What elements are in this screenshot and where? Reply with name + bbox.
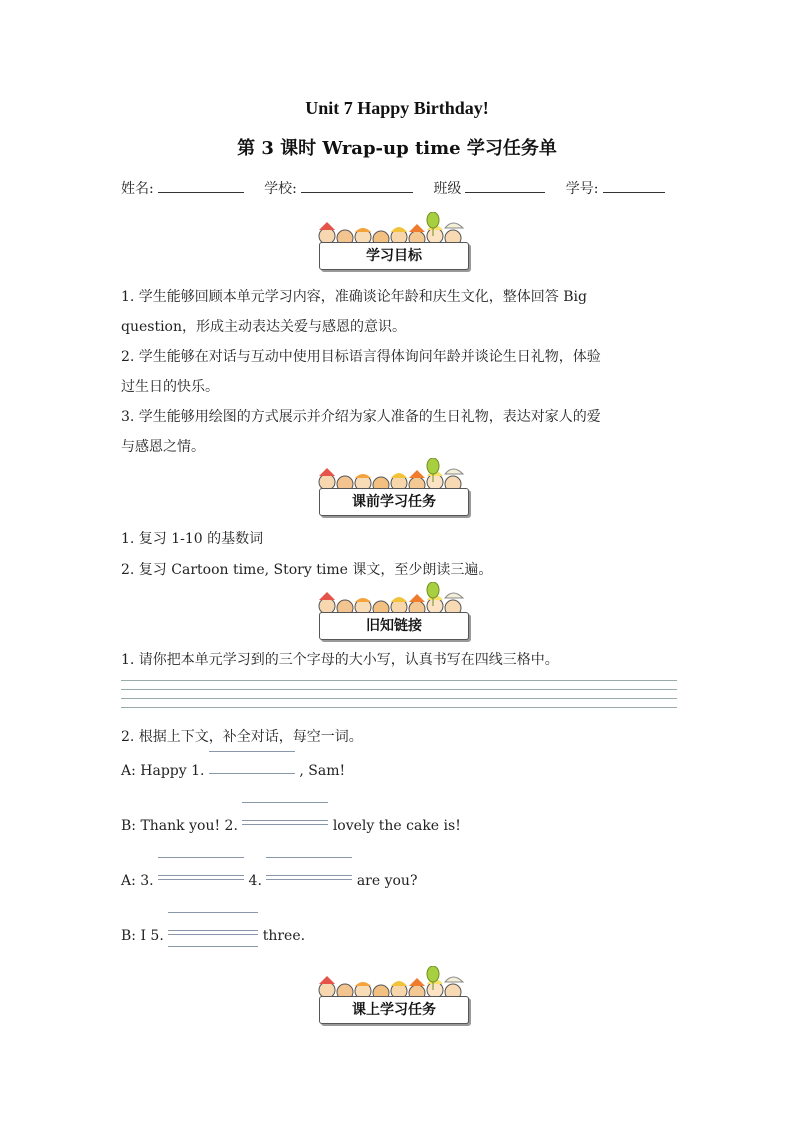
school-blank[interactable] [301,178,413,193]
number-blank[interactable] [603,178,665,193]
dialogue-line-b2: B: I 5. three. [121,924,305,944]
blank-4[interactable] [266,869,352,885]
pre-task-1: 1. 复习 1-10 的基数词 [121,531,264,547]
section-banner-pre-class [313,458,473,520]
section-title-goals: 学习目标 [319,242,469,270]
review-question-1: 1. 请你把本单元学习到的三个字母的大小写，认真书写在四线三格中。 [121,652,559,668]
page-title: Unit 7 Happy Birthday! [305,98,489,118]
section-title-pre-class: 课前学习任务 [319,488,469,516]
blank-1[interactable] [209,759,295,775]
goal-item-1: 1. 学生能够回顾本单元学习内容，准确谈论年龄和庆生文化，整体回答 Big question，形成主动表达关爱与感恩的意识。 [121,289,587,335]
section-title-review: 旧知链接 [319,612,469,640]
section-banner-goals [313,212,473,274]
school-label: 学校: [264,181,297,197]
class-blank[interactable] [465,178,545,193]
section-banner-review [313,582,473,644]
class-label: 班级 [433,181,462,197]
goal-item-3: 3. 学生能够用绘图的方式展示并介绍为家人准备的生日礼物，表达对家人的爱 与感恩之情。 [121,409,601,455]
blank-3[interactable] [158,869,244,885]
four-line-grid[interactable] [121,680,677,716]
dialogue-line-a1: A: Happy 1. , Sam! [121,759,345,779]
dialogue-line-a2: A: 3. 4. are you? [121,869,417,889]
blank-5[interactable] [168,924,258,940]
name-blank[interactable] [158,178,244,193]
page-subtitle: 第 3 课时 Wrap-up time 学习任务单 [237,138,557,159]
name-label: 姓名: [121,181,154,197]
goal-item-2: 2. 学生能够在对话与互动中使用目标语言得体询问年龄并谈论生日礼物，体验 过生日的快乐。 [121,349,601,395]
dialogue-line-b1: B: Thank you! 2. lovely the cake is! [121,814,461,834]
section-title-in-class: 课上学习任务 [319,996,469,1024]
number-label: 学号: [565,181,599,197]
section-banner-in-class [313,966,473,1028]
pre-task-2: 2. 复习 Cartoon time, Story time 课文，至少朗读三遍。 [121,562,493,578]
student-info-row [121,178,681,198]
blank-2[interactable] [242,814,328,830]
review-question-2: 2. 根据上下文，补全对话，每空一词。 [121,729,363,745]
